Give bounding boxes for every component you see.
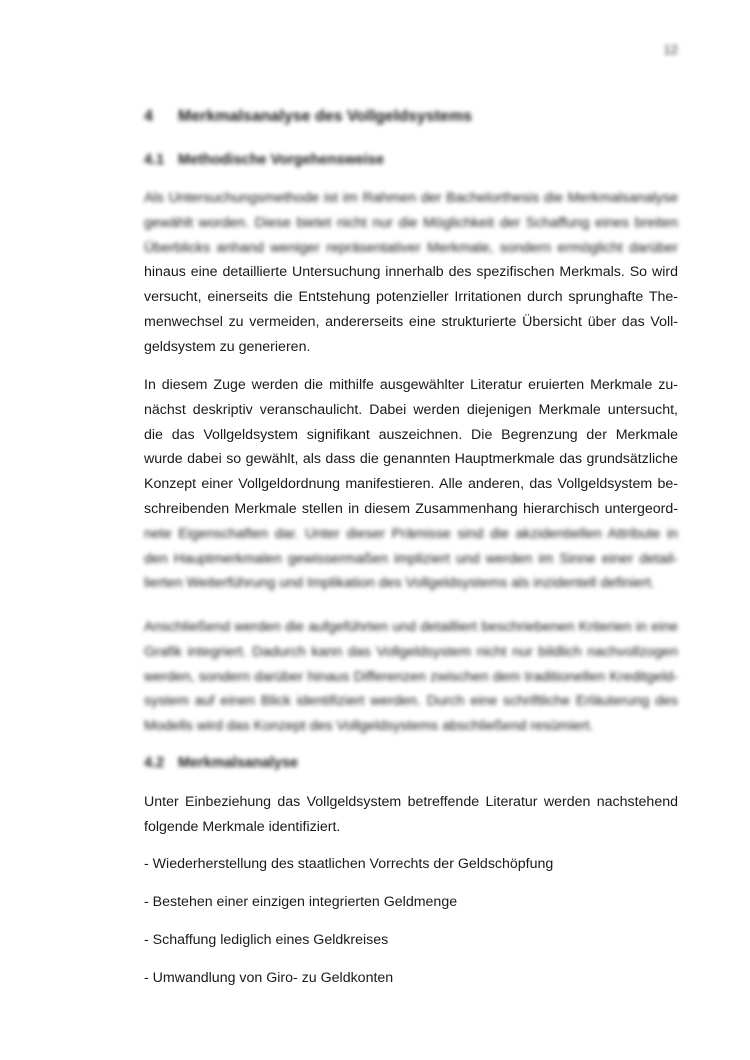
text-line: gewählt worden. Diese bietet nicht nur die Möglichkeit der Schaffung eines breiten <box>144 214 678 231</box>
chapter-title: Merkmalsanalyse des Vollgeldsystems <box>178 108 473 125</box>
text-line: Modells wird das Konzept des Vollgeldsystems abschließend resümiert. <box>144 718 594 735</box>
text-line: schreibenden Merkmale stellen in diesem Zusammenhang hierarchisch untergeord- <box>144 500 678 517</box>
text-line: versucht, einerseits die Entstehung potenzieller Irritationen durch sprunghafte The- <box>144 289 678 306</box>
paragraph-2 <box>144 373 678 596</box>
list-item: - Wiederherstellung des staatlichen Vorrechts der Geldschöpfung <box>144 856 554 872</box>
text-line: Unter Einbeziehung das Vollgeldsystem betreffende Literatur werden nachstehend <box>144 794 678 810</box>
paragraph-1 <box>144 186 678 360</box>
section-heading-4-1 <box>144 152 384 168</box>
text-line: wurde dabei so gewählt, als dass die genannten Hauptmerkmale das grundsätzliche <box>144 451 678 468</box>
text-line: geldsystem zu generieren. <box>144 338 311 355</box>
list-item: - Bestehen einer einzigen integrierten Geldmenge <box>144 894 458 910</box>
text-line: Anschließend werden die aufgeführten und detailliert beschriebenen Kriterien in eine <box>144 619 678 635</box>
text-line: folgende Merkmale identifiziert. <box>144 818 341 835</box>
section-title: Merkmalsanalyse <box>178 755 299 771</box>
section-heading-4-2 <box>144 755 298 771</box>
paragraph-3 <box>144 615 678 739</box>
chapter-heading <box>144 108 472 126</box>
text-line: lierten Weiterführung und Implikation des Vollgeldsystems als inzidentell definiert. <box>144 575 655 592</box>
text-line: Konzept einer Vollgeldordnung manifestieren. Alle anderen, das Vollgeldsystem be- <box>144 476 678 493</box>
chapter-number: 4 <box>144 108 153 125</box>
text-line: nächst deskriptiv veranschaulicht. Dabei werden diejenigen Merkmale untersucht, <box>144 401 678 418</box>
list-item: - Umwandlung von Giro- zu Geldkonten <box>144 970 394 986</box>
text-line: hinaus eine detaillierte Untersuchung innerhalb des spezifischen Merkmals. So wird <box>144 264 678 281</box>
text-line: Als Untersuchungsmethode ist im Rahmen der Bachelorthesis die Merkmalsanalyse <box>144 190 678 206</box>
text-line: die das Vollgeldsystem signifikant auszeichnen. Die Begrenzung der Merkmale <box>144 426 678 443</box>
text-line: Grafik integriert. Dadurch kann das Vollgeldsystem nicht nur bildlich nachvollzogen <box>144 643 678 660</box>
text-line: werden, sondern darüber hinaus Differenzen zwischen dem traditionellen Kreditgeld- <box>144 668 678 685</box>
paragraph-4 <box>144 790 678 840</box>
list-item: - Schaffung lediglich eines Geldkreises <box>144 932 389 948</box>
text-line: den Hauptmerkmalen gewissermaßen impliziert und werden im Sinne einer detail- <box>144 550 678 567</box>
text-line: menwechsel zu vermeiden, andererseits eine strukturierte Übersicht über das Voll- <box>144 313 678 330</box>
page-number: 12 <box>663 42 678 57</box>
section-title: Methodische Vorgehensweise <box>178 152 385 168</box>
section-number: 4.1 <box>144 152 165 168</box>
text-line: In diesem Zuge werden die mithilfe ausgewählter Literatur eruierten Merkmale zu- <box>144 377 678 393</box>
text-line: nete Eigenschaften dar. Unter dieser Prämisse sind die akzidentiellen Attribute in <box>144 525 678 542</box>
section-number: 4.2 <box>144 755 165 771</box>
text-line: Überblicks anhand weniger repräsentativer Merkmale, sondern ermöglicht darüber <box>144 239 678 256</box>
text-line: system auf einen Blick identifiziert werden. Durch eine schriftliche Erläuterung des <box>144 693 678 710</box>
